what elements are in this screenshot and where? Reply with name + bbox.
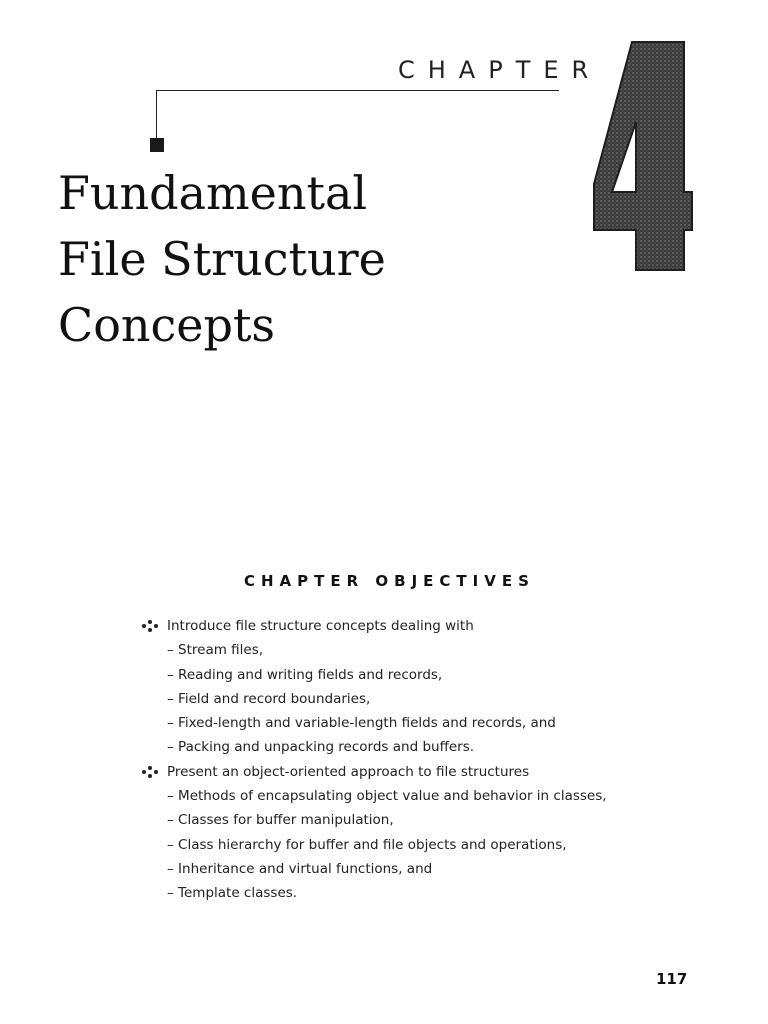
list-item: – Class hierarchy for buffer and file objects and operations, bbox=[167, 836, 567, 853]
chapter-title bbox=[58, 160, 386, 358]
rule-end-square bbox=[150, 138, 164, 152]
header-rule-drop bbox=[156, 90, 157, 138]
objective-text: Introduce file structure concepts dealing with bbox=[167, 618, 474, 634]
title-line-3: Concepts bbox=[58, 298, 276, 352]
page-number: 117 bbox=[656, 970, 688, 988]
list-item: – Template classes. bbox=[167, 885, 298, 902]
diamond-bullet-icon bbox=[140, 619, 160, 633]
list-item: – Methods of encapsulating object value and behavior in classes, bbox=[167, 788, 607, 805]
list-item: – Classes for buffer manipulation, bbox=[167, 812, 394, 829]
list-item: – Packing and unpacking records and buffers. bbox=[167, 739, 475, 756]
title-line-2: File Structure bbox=[58, 232, 386, 286]
objective-text: Present an object-oriented approach to file structures bbox=[167, 763, 530, 780]
objectives-list bbox=[140, 614, 700, 906]
objective-item bbox=[140, 614, 700, 760]
list-item: – Stream files, bbox=[167, 642, 264, 659]
diamond-bullet-icon bbox=[140, 765, 160, 779]
chapter-number bbox=[584, 20, 704, 290]
list-item: – Fixed-length and variable-length fields and records, and bbox=[167, 715, 556, 732]
list-item: – Inheritance and virtual functions, and bbox=[167, 860, 433, 877]
title-line-1: Fundamental bbox=[58, 166, 368, 220]
objectives-heading: CHAPTER OBJECTIVES bbox=[244, 572, 535, 590]
objective-item bbox=[140, 760, 700, 906]
list-item: – Reading and writing fields and records, bbox=[167, 666, 443, 683]
list-item: – Field and record boundaries, bbox=[167, 690, 371, 707]
objective-subitems bbox=[167, 784, 700, 905]
header-rule bbox=[156, 90, 559, 91]
objective-subitems bbox=[167, 638, 700, 759]
chapter-label: CHAPTER bbox=[398, 56, 602, 84]
